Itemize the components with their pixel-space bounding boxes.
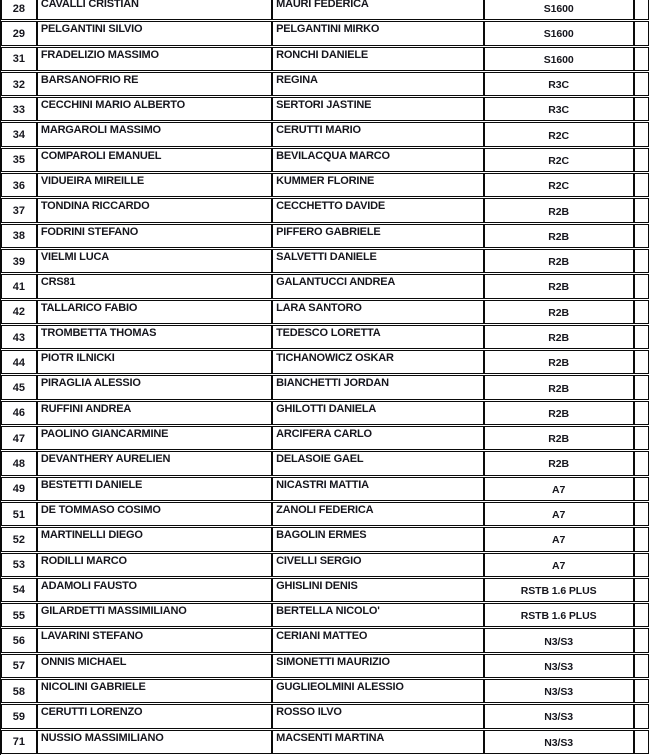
table-edge-stub xyxy=(634,97,649,121)
class-cell: S1600 xyxy=(484,0,634,20)
codriver-name-cell: ARCIFERA CARLO xyxy=(272,426,484,450)
table-row xyxy=(1,249,649,273)
class-cell: R3C xyxy=(484,72,634,96)
driver-name-cell: PIRAGLIA ALESSIO xyxy=(37,375,272,399)
codriver-name-cell: CERUTTI MARIO xyxy=(272,122,484,146)
table-row xyxy=(1,350,649,374)
driver-name-cell: TONDINA RICCARDO xyxy=(37,198,272,222)
entry-number-cell: 52 xyxy=(1,527,37,551)
table-edge-stub xyxy=(634,426,649,450)
entry-number-cell: 36 xyxy=(1,173,37,197)
codriver-name-cell: GALANTUCCI ANDREA xyxy=(272,274,484,298)
table-row xyxy=(1,679,649,703)
driver-name-cell: NUSSIO MASSIMILIANO xyxy=(37,730,272,754)
table-edge-stub xyxy=(634,730,649,754)
driver-name-cell: FODRINI STEFANO xyxy=(37,224,272,248)
class-cell: R2B xyxy=(484,249,634,273)
table-edge-stub xyxy=(634,679,649,703)
entry-number-cell: 71 xyxy=(1,730,37,754)
table-edge-stub xyxy=(634,0,649,20)
codriver-name-cell: BAGOLIN ERMES xyxy=(272,527,484,551)
class-cell: R2C xyxy=(484,122,634,146)
entry-number-cell: 42 xyxy=(1,300,37,324)
driver-name-cell: VIDUEIRA MIREILLE xyxy=(37,173,272,197)
codriver-name-cell: BERTELLA NICOLO' xyxy=(272,603,484,627)
class-cell: N3/S3 xyxy=(484,679,634,703)
table-row xyxy=(1,21,649,45)
codriver-name-cell: CECCHETTO DAVIDE xyxy=(272,198,484,222)
entry-number-cell: 58 xyxy=(1,679,37,703)
table-edge-stub xyxy=(634,300,649,324)
table-row xyxy=(1,527,649,551)
table-row xyxy=(1,148,649,172)
table-edge-stub xyxy=(634,401,649,425)
codriver-name-cell: KUMMER FLORINE xyxy=(272,173,484,197)
entry-number-cell: 44 xyxy=(1,350,37,374)
table-row xyxy=(1,502,649,526)
codriver-name-cell: DELASOIE GAEL xyxy=(272,451,484,475)
entry-number-cell: 33 xyxy=(1,97,37,121)
codriver-name-cell: GUGLIEOLMINI ALESSIO xyxy=(272,679,484,703)
driver-name-cell: DEVANTHERY AURELIEN xyxy=(37,451,272,475)
driver-name-cell: GILARDETTI MASSIMILIANO xyxy=(37,603,272,627)
class-cell: A7 xyxy=(484,477,634,501)
table-row xyxy=(1,704,649,728)
class-cell: R2C xyxy=(484,173,634,197)
entry-number-cell: 59 xyxy=(1,704,37,728)
class-cell: RSTB 1.6 PLUS xyxy=(484,603,634,627)
codriver-name-cell: REGINA xyxy=(272,72,484,96)
driver-name-cell: FRADELIZIO MASSIMO xyxy=(37,47,272,71)
class-cell: R2B xyxy=(484,426,634,450)
table-row xyxy=(1,628,649,652)
entry-number-cell: 32 xyxy=(1,72,37,96)
table-edge-stub xyxy=(634,148,649,172)
driver-name-cell: NICOLINI GABRIELE xyxy=(37,679,272,703)
table-row xyxy=(1,47,649,71)
table-edge-stub xyxy=(634,704,649,728)
table-edge-stub xyxy=(634,477,649,501)
class-cell: R2B xyxy=(484,401,634,425)
table-edge-stub xyxy=(634,628,649,652)
entry-number-cell: 45 xyxy=(1,375,37,399)
driver-name-cell: ONNIS MICHAEL xyxy=(37,654,272,678)
entry-number-cell: 37 xyxy=(1,198,37,222)
class-cell: R2B xyxy=(484,375,634,399)
codriver-name-cell: CIVELLI SERGIO xyxy=(272,553,484,577)
driver-name-cell: VIELMI LUCA xyxy=(37,249,272,273)
table-edge-stub xyxy=(634,122,649,146)
table-edge-stub xyxy=(634,325,649,349)
entry-number-cell: 34 xyxy=(1,122,37,146)
table-row xyxy=(1,477,649,501)
table-edge-stub xyxy=(634,451,649,475)
class-cell: R2B xyxy=(484,224,634,248)
class-cell: R2B xyxy=(484,198,634,222)
table-row xyxy=(1,451,649,475)
entry-number-cell: 46 xyxy=(1,401,37,425)
driver-name-cell: ADAMOLI FAUSTO xyxy=(37,578,272,602)
class-cell: R2B xyxy=(484,325,634,349)
codriver-name-cell: MAURI FEDERICA xyxy=(272,0,484,20)
table-row xyxy=(1,274,649,298)
table-edge-stub xyxy=(634,173,649,197)
codriver-name-cell: LARA SANTORO xyxy=(272,300,484,324)
entry-number-cell: 56 xyxy=(1,628,37,652)
class-cell: N3/S3 xyxy=(484,730,634,754)
class-cell: A7 xyxy=(484,553,634,577)
driver-name-cell: DE TOMMASO COSIMO xyxy=(37,502,272,526)
class-cell: R2B xyxy=(484,350,634,374)
class-cell: A7 xyxy=(484,502,634,526)
codriver-name-cell: TICHANOWICZ OSKAR xyxy=(272,350,484,374)
entry-list-body xyxy=(1,0,649,754)
table-edge-stub xyxy=(634,603,649,627)
class-cell: R2B xyxy=(484,300,634,324)
class-cell: R2B xyxy=(484,451,634,475)
table-row xyxy=(1,730,649,754)
table-edge-stub xyxy=(634,274,649,298)
table-edge-stub xyxy=(634,47,649,71)
driver-name-cell: CAVALLI CRISTIAN xyxy=(37,0,272,20)
entry-number-cell: 57 xyxy=(1,654,37,678)
table-row xyxy=(1,0,649,20)
codriver-name-cell: RONCHI DANIELE xyxy=(272,47,484,71)
driver-name-cell: TROMBETTA THOMAS xyxy=(37,325,272,349)
table-row xyxy=(1,122,649,146)
table-row xyxy=(1,173,649,197)
entry-number-cell: 49 xyxy=(1,477,37,501)
table-edge-stub xyxy=(634,553,649,577)
table-row xyxy=(1,578,649,602)
table-row xyxy=(1,654,649,678)
codriver-name-cell: SIMONETTI MAURIZIO xyxy=(272,654,484,678)
class-cell: R2C xyxy=(484,148,634,172)
codriver-name-cell: SALVETTI DANIELE xyxy=(272,249,484,273)
class-cell: S1600 xyxy=(484,21,634,45)
driver-name-cell: MARTINELLI DIEGO xyxy=(37,527,272,551)
driver-name-cell: CERUTTI LORENZO xyxy=(37,704,272,728)
codriver-name-cell: BIANCHETTI JORDAN xyxy=(272,375,484,399)
entry-number-cell: 53 xyxy=(1,553,37,577)
table-row xyxy=(1,325,649,349)
codriver-name-cell: BEVILACQUA MARCO xyxy=(272,148,484,172)
table-edge-stub xyxy=(634,198,649,222)
entry-number-cell: 39 xyxy=(1,249,37,273)
class-cell: N3/S3 xyxy=(484,628,634,652)
entry-number-cell: 31 xyxy=(1,47,37,71)
entry-number-cell: 51 xyxy=(1,502,37,526)
driver-name-cell: TALLARICO FABIO xyxy=(37,300,272,324)
table-row xyxy=(1,401,649,425)
table-edge-stub xyxy=(634,578,649,602)
codriver-name-cell: ROSSO ILVO xyxy=(272,704,484,728)
table-edge-stub xyxy=(634,654,649,678)
table-row xyxy=(1,375,649,399)
class-cell: N3/S3 xyxy=(484,704,634,728)
table-edge-stub xyxy=(634,249,649,273)
driver-name-cell: MARGAROLI MASSIMO xyxy=(37,122,272,146)
class-cell: R2B xyxy=(484,274,634,298)
codriver-name-cell: CERIANI MATTEO xyxy=(272,628,484,652)
driver-name-cell: BARSANOFRIO RE xyxy=(37,72,272,96)
codriver-name-cell: GHISLINI DENIS xyxy=(272,578,484,602)
driver-name-cell: RUFFINI ANDREA xyxy=(37,401,272,425)
entry-number-cell: 55 xyxy=(1,603,37,627)
class-cell: N3/S3 xyxy=(484,654,634,678)
driver-name-cell: BESTETTI DANIELE xyxy=(37,477,272,501)
table-row xyxy=(1,72,649,96)
codriver-name-cell: GHILOTTI DANIELA xyxy=(272,401,484,425)
table-row xyxy=(1,224,649,248)
entry-number-cell: 47 xyxy=(1,426,37,450)
table-row xyxy=(1,553,649,577)
driver-name-cell: CRS81 xyxy=(37,274,272,298)
codriver-name-cell: MACSENTI MARTINA xyxy=(272,730,484,754)
table-edge-stub xyxy=(634,224,649,248)
table-row xyxy=(1,97,649,121)
codriver-name-cell: PIFFERO GABRIELE xyxy=(272,224,484,248)
entry-number-cell: 48 xyxy=(1,451,37,475)
entry-number-cell: 38 xyxy=(1,224,37,248)
driver-name-cell: LAVARINI STEFANO xyxy=(37,628,272,652)
table-row xyxy=(1,603,649,627)
driver-name-cell: PELGANTINI SILVIO xyxy=(37,21,272,45)
table-edge-stub xyxy=(634,375,649,399)
entry-number-cell: 29 xyxy=(1,21,37,45)
driver-name-cell: CECCHINI MARIO ALBERTO xyxy=(37,97,272,121)
entry-number-cell: 28 xyxy=(1,0,37,20)
class-cell: R3C xyxy=(484,97,634,121)
codriver-name-cell: ZANOLI FEDERICA xyxy=(272,502,484,526)
table-row xyxy=(1,198,649,222)
table-row xyxy=(1,300,649,324)
entry-number-cell: 35 xyxy=(1,148,37,172)
table-edge-stub xyxy=(634,72,649,96)
class-cell: S1600 xyxy=(484,47,634,71)
codriver-name-cell: TEDESCO LORETTA xyxy=(272,325,484,349)
driver-name-cell: COMPAROLI EMANUEL xyxy=(37,148,272,172)
table-edge-stub xyxy=(634,527,649,551)
table-edge-stub xyxy=(634,21,649,45)
table-edge-stub xyxy=(634,350,649,374)
codriver-name-cell: SERTORI JASTINE xyxy=(272,97,484,121)
table-row xyxy=(1,426,649,450)
codriver-name-cell: PELGANTINI MIRKO xyxy=(272,21,484,45)
class-cell: A7 xyxy=(484,527,634,551)
table-edge-stub xyxy=(634,502,649,526)
entry-number-cell: 43 xyxy=(1,325,37,349)
entry-number-cell: 54 xyxy=(1,578,37,602)
driver-name-cell: PIOTR ILNICKI xyxy=(37,350,272,374)
codriver-name-cell: NICASTRI MATTIA xyxy=(272,477,484,501)
class-cell: RSTB 1.6 PLUS xyxy=(484,578,634,602)
driver-name-cell: PAOLINO GIANCARMINE xyxy=(37,426,272,450)
driver-name-cell: RODILLI MARCO xyxy=(37,553,272,577)
entry-number-cell: 41 xyxy=(1,274,37,298)
